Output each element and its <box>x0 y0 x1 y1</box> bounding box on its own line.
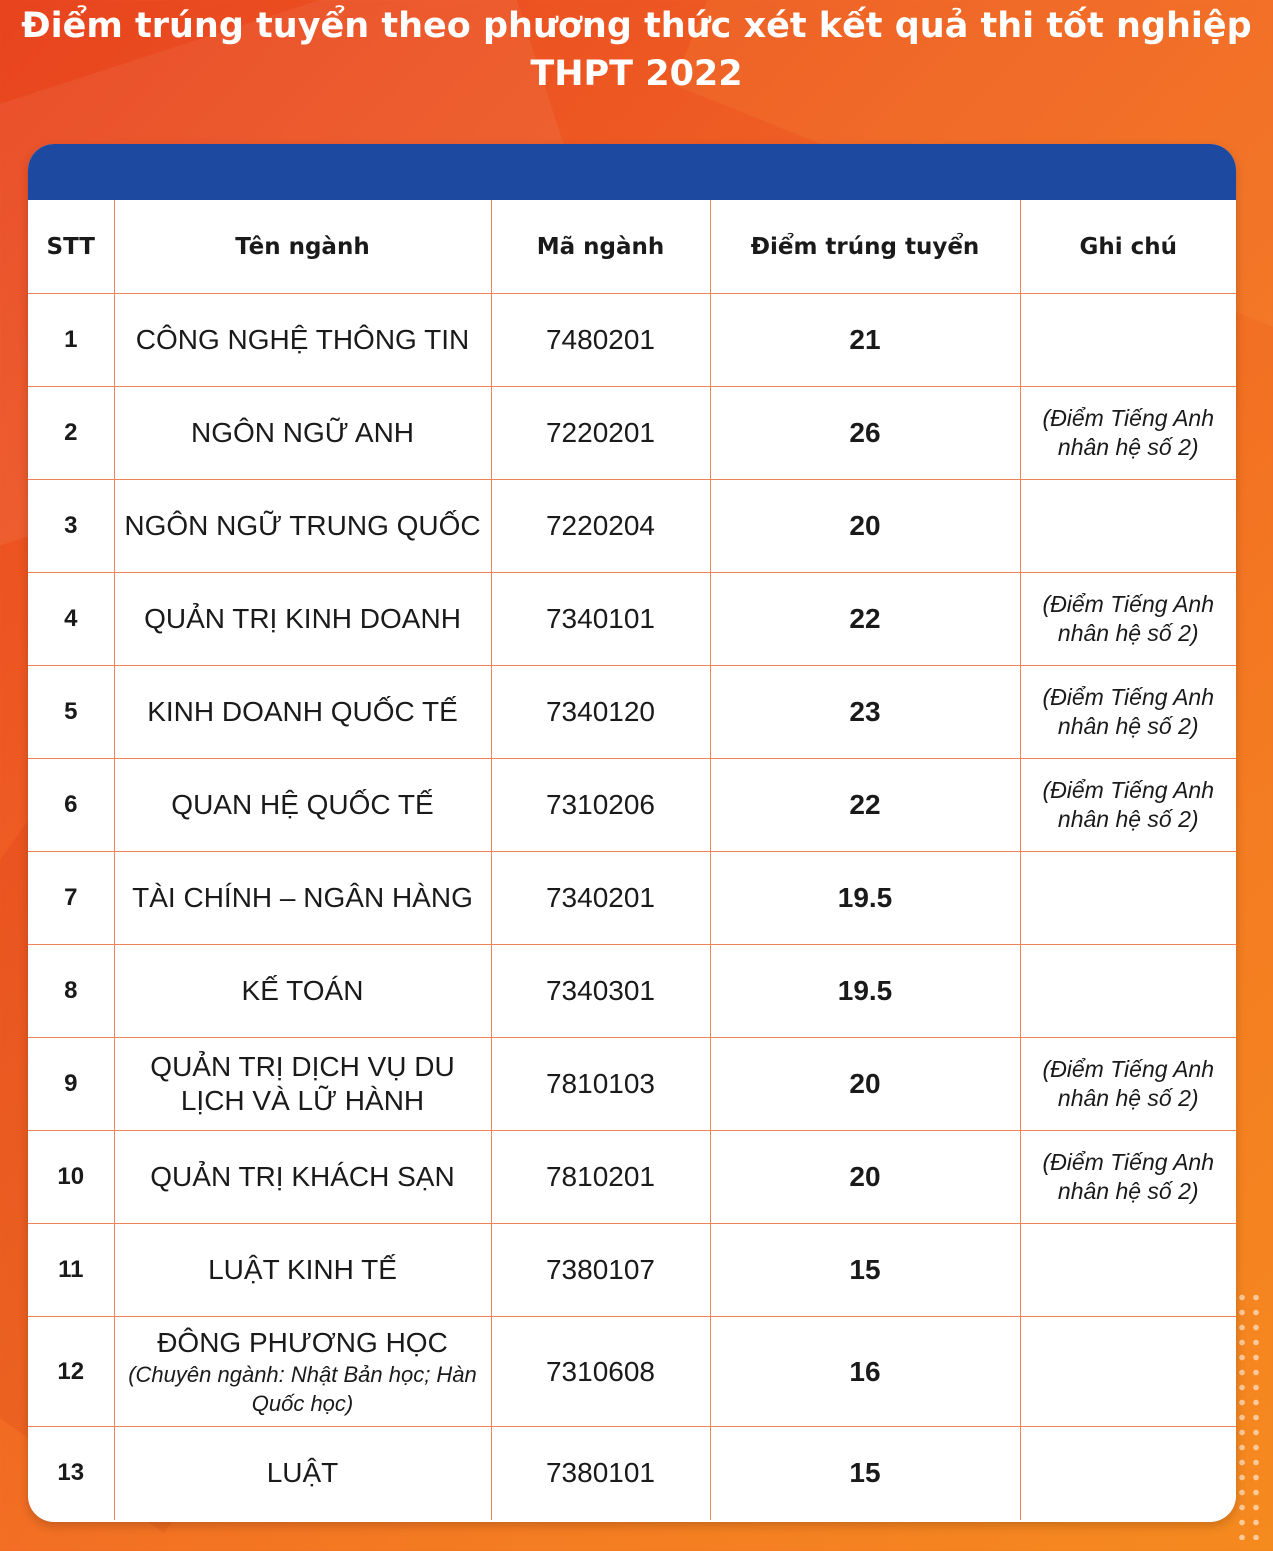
major-name-text: QUẢN TRỊ DỊCH VỤ DU LỊCH VÀ LỮ HÀNH <box>150 1051 455 1116</box>
row-major-name <box>114 294 491 387</box>
row-stt: 8 <box>28 945 114 1038</box>
row-major-name <box>114 387 491 480</box>
major-name-text: KINH DOANH QUỐC TẾ <box>147 696 458 727</box>
row-note <box>1020 480 1236 573</box>
row-major-name <box>114 945 491 1038</box>
row-major-name <box>114 573 491 666</box>
decorative-dots <box>1235 1290 1265 1540</box>
page-title-line-2: THPT 2022 <box>530 54 743 94</box>
table-row <box>28 573 1236 666</box>
row-stt: 5 <box>28 666 114 759</box>
column-header-score: Điểm trúng tuyển <box>710 200 1020 294</box>
table-row <box>28 294 1236 387</box>
major-name-text: LUẬT <box>266 1457 339 1489</box>
row-major-code: 7340201 <box>491 852 710 945</box>
row-note <box>1020 294 1236 387</box>
row-note: (Điểm Tiếng Anh nhân hệ số 2) <box>1020 666 1236 759</box>
row-major-code: 7310608 <box>491 1317 710 1427</box>
row-note: (Điểm Tiếng Anh nhân hệ số 2) <box>1020 759 1236 852</box>
row-admission-score: 15 <box>710 1224 1020 1317</box>
admission-score-table <box>28 200 1236 1520</box>
row-major-name <box>114 1317 491 1427</box>
row-admission-score: 20 <box>710 1038 1020 1131</box>
row-admission-score: 22 <box>710 573 1020 666</box>
row-stt: 2 <box>28 387 114 480</box>
row-major-name <box>114 480 491 573</box>
table-header-row <box>28 200 1236 294</box>
row-note <box>1020 1427 1236 1520</box>
row-major-code: 7380101 <box>491 1427 710 1520</box>
major-name-text: NGÔN NGỮ ANH <box>190 417 415 448</box>
row-major-code: 7480201 <box>491 294 710 387</box>
table-row <box>28 1131 1236 1224</box>
major-name-text: ĐÔNG PHƯƠNG HỌC <box>157 1326 448 1358</box>
row-note <box>1020 945 1236 1038</box>
page-title <box>0 0 1273 100</box>
row-major-code: 7810201 <box>491 1131 710 1224</box>
row-admission-score: 26 <box>710 387 1020 480</box>
row-note: (Điểm Tiếng Anh nhân hệ số 2) <box>1020 1131 1236 1224</box>
table-row <box>28 945 1236 1038</box>
row-major-code: 7380107 <box>491 1224 710 1317</box>
table-row <box>28 387 1236 480</box>
major-name-text: QUAN HỆ QUỐC TẾ <box>171 789 434 820</box>
table-header-band <box>28 144 1236 200</box>
row-note: (Điểm Tiếng Anh nhân hệ số 2) <box>1020 1038 1236 1131</box>
major-name-text: CÔNG NGHỆ THÔNG TIN <box>135 324 470 355</box>
row-major-name <box>114 1224 491 1317</box>
row-stt: 13 <box>28 1427 114 1520</box>
table-row <box>28 759 1236 852</box>
row-stt: 4 <box>28 573 114 666</box>
major-name-text: QUẢN TRỊ KHÁCH SẠN <box>150 1161 455 1192</box>
row-admission-score: 16 <box>710 1317 1020 1427</box>
major-name-text: KẾ TOÁN <box>241 975 364 1006</box>
column-header-stt: STT <box>28 200 114 294</box>
row-admission-score: 19.5 <box>710 852 1020 945</box>
row-major-name <box>114 666 491 759</box>
table-row <box>28 1038 1236 1131</box>
row-note <box>1020 852 1236 945</box>
row-stt: 1 <box>28 294 114 387</box>
row-major-code: 7220204 <box>491 480 710 573</box>
row-stt: 9 <box>28 1038 114 1131</box>
table-body <box>28 294 1236 1520</box>
row-stt: 7 <box>28 852 114 945</box>
row-major-name <box>114 852 491 945</box>
row-major-name <box>114 1427 491 1520</box>
row-major-code: 7340301 <box>491 945 710 1038</box>
row-major-name <box>114 759 491 852</box>
row-stt: 10 <box>28 1131 114 1224</box>
table-row <box>28 1317 1236 1427</box>
row-major-code: 7810103 <box>491 1038 710 1131</box>
row-stt: 3 <box>28 480 114 573</box>
row-admission-score: 21 <box>710 294 1020 387</box>
row-stt: 11 <box>28 1224 114 1317</box>
row-admission-score: 15 <box>710 1427 1020 1520</box>
major-name-text: LUẬT KINH TẾ <box>208 1254 397 1285</box>
table-row <box>28 666 1236 759</box>
row-stt: 6 <box>28 759 114 852</box>
row-admission-score: 20 <box>710 480 1020 573</box>
column-header-note: Ghi chú <box>1020 200 1236 294</box>
row-admission-score: 23 <box>710 666 1020 759</box>
column-header-code: Mã ngành <box>491 200 710 294</box>
major-name-text: TÀI CHÍNH – NGÂN HÀNG <box>132 882 473 913</box>
table-row <box>28 480 1236 573</box>
row-note: (Điểm Tiếng Anh nhân hệ số 2) <box>1020 573 1236 666</box>
row-major-code: 7220201 <box>491 387 710 480</box>
row-stt: 12 <box>28 1317 114 1427</box>
table-row <box>28 1427 1236 1520</box>
row-note <box>1020 1224 1236 1317</box>
table-row <box>28 852 1236 945</box>
row-major-name <box>114 1038 491 1131</box>
page-title-line-1: Điểm trúng tuyển theo phương thức xét kết quả thi tốt nghiệp <box>21 6 1252 46</box>
row-admission-score: 19.5 <box>710 945 1020 1038</box>
row-admission-score: 22 <box>710 759 1020 852</box>
row-major-code: 7310206 <box>491 759 710 852</box>
row-major-code: 7340120 <box>491 666 710 759</box>
table-row <box>28 1224 1236 1317</box>
row-admission-score: 20 <box>710 1131 1020 1224</box>
major-specialization-text: (Chuyên ngành: Nhật Bản học; Hàn Quốc học) <box>128 1361 477 1416</box>
row-note: (Điểm Tiếng Anh nhân hệ số 2) <box>1020 387 1236 480</box>
row-major-code: 7340101 <box>491 573 710 666</box>
row-major-name <box>114 1131 491 1224</box>
major-name-text: NGÔN NGỮ TRUNG QUỐC <box>124 510 481 541</box>
row-note <box>1020 1317 1236 1427</box>
column-header-name: Tên ngành <box>114 200 491 294</box>
admission-table-card <box>28 144 1236 1522</box>
major-name-text: QUẢN TRỊ KINH DOANH <box>144 603 461 634</box>
